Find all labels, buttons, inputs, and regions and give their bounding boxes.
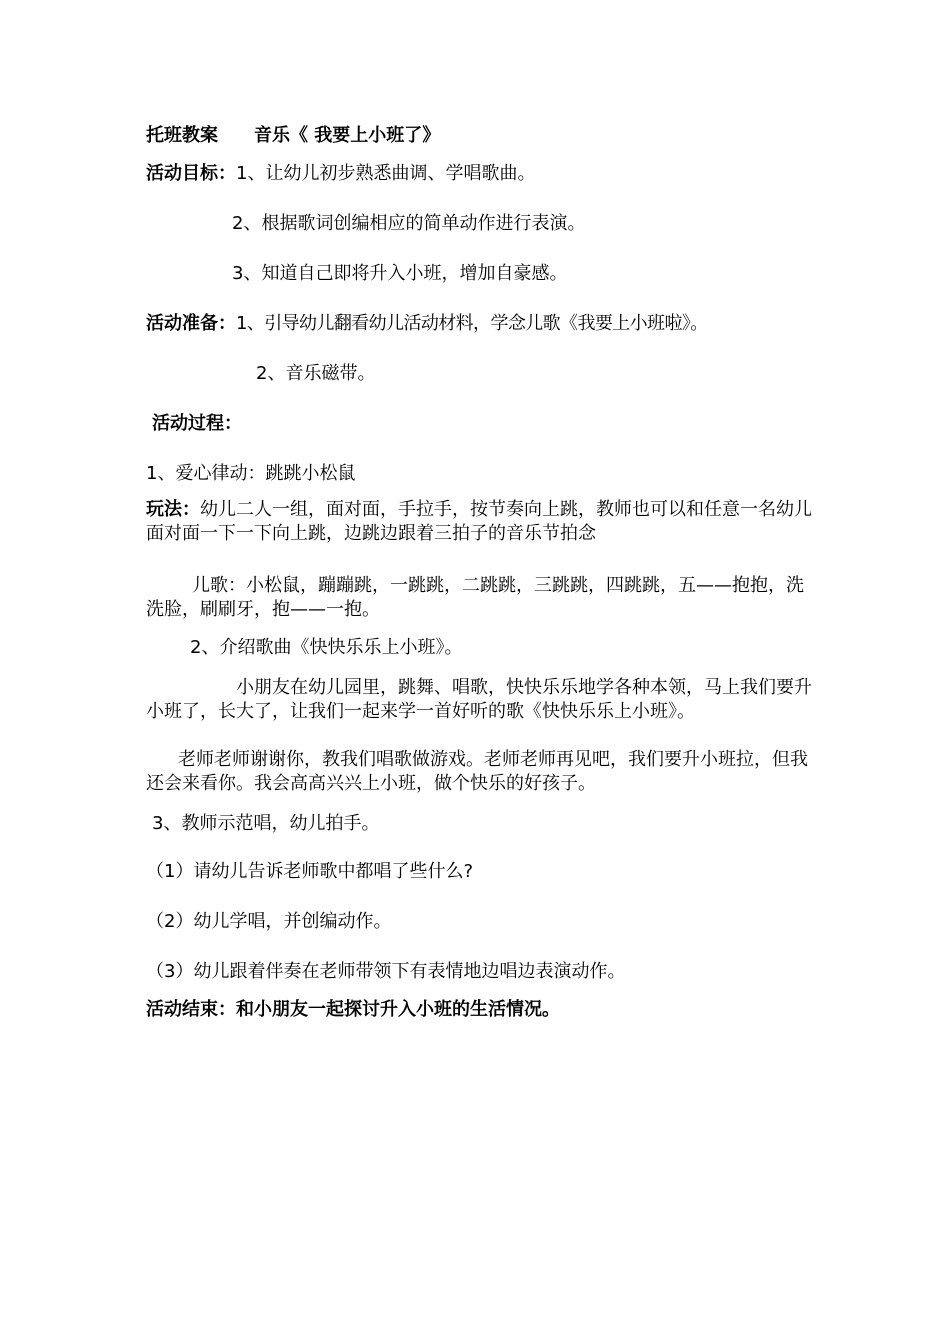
title-label: 托班教案 <box>146 125 218 146</box>
goals-line-1 <box>146 162 535 186</box>
document-title <box>146 124 440 148</box>
goal-item-2: 2、根据歌词创编相应的简单动作进行表演。 <box>232 213 586 234</box>
process-sub-1: （1）请幼儿告诉老师歌中都唱了些什么? <box>146 861 474 882</box>
process-sub-3: （3）幼儿跟着伴奏在老师带领下有表情地边唱边表演动作。 <box>146 961 626 982</box>
preparation-line-1 <box>146 312 708 336</box>
preparation-label: 活动准备： <box>146 313 236 334</box>
ending-line: 活动结束：和小朋友一起探讨升入小班的生活情况。 <box>146 999 560 1020</box>
process-step-2: 2、介绍歌曲《快快乐乐上小班》。 <box>190 637 463 658</box>
process-step-3: 3、教师示范唱，幼儿拍手。 <box>152 813 380 834</box>
play-paragraph <box>146 498 816 546</box>
preparation-item-1: 1、引导幼儿翻看幼儿活动材料，学念儿歌《我要上小班啦》。 <box>236 313 708 334</box>
goal-item-3: 3、知道自己即将升入小班，增加自豪感。 <box>232 263 568 284</box>
intro-paragraph: 小朋友在幼儿园里，跳舞、唱歌，快快乐乐地学各种本领，马上我们要升小班了，长大了，让我们一起来学一首好听的歌《快快乐乐上小班》。 <box>146 677 812 722</box>
play-label: 玩法： <box>146 499 200 520</box>
process-label: 活动过程： <box>152 413 242 434</box>
goals-label: 活动目标： <box>146 163 236 184</box>
goal-item-1: 1、让幼儿初步熟悉曲调、学唱歌曲。 <box>236 163 536 184</box>
preparation-item-2: 2、音乐磁带。 <box>256 363 376 384</box>
lyrics-paragraph: 老师老师谢谢你，教我们唱歌做游戏。老师老师再见吧，我们要升小班拉，但我还会来看你。我会高高兴兴上小班，做个快乐的好孩子。 <box>146 749 808 794</box>
play-text: 幼儿二人一组，面对面，手拉手，按节奏向上跳，教师也可以和任意一名幼儿面对面一下一下向上跳，边跳边跟着三拍子的音乐节拍念 <box>146 499 812 544</box>
rhyme-paragraph: 儿歌：小松鼠，蹦蹦跳，一跳跳，二跳跳，三跳跳，四跳跳，五——抱抱，洗洗脸，刷刷牙，抱——一抱。 <box>146 575 804 620</box>
process-step-1: 1、爱心律动：跳跳小松鼠 <box>146 463 356 484</box>
process-sub-2: （2）幼儿学唱，并创编动作。 <box>146 911 392 932</box>
title-subject: 音乐《 我要上小班了》 <box>254 125 441 146</box>
